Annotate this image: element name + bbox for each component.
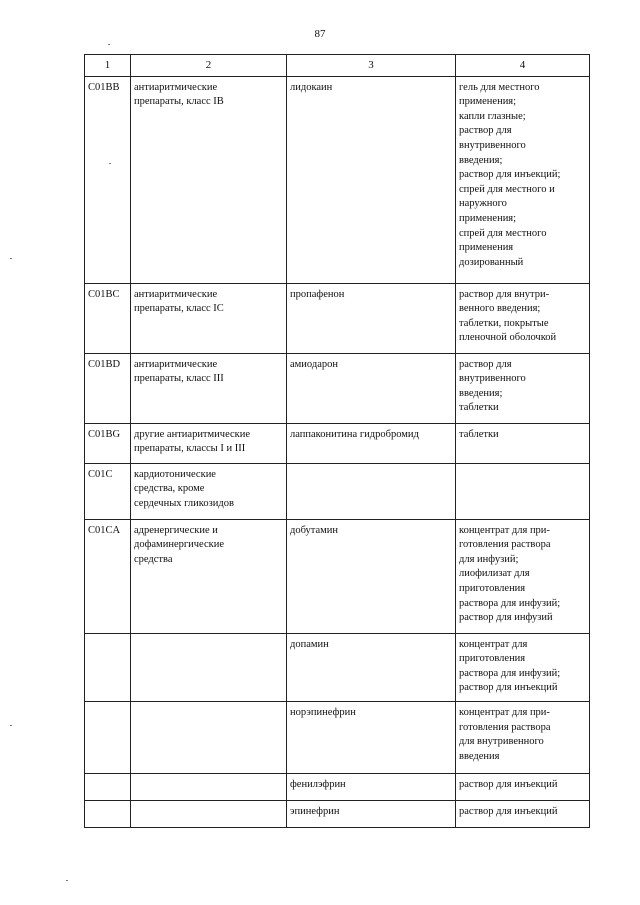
- atc-code-cell: [85, 773, 131, 800]
- atc-code-cell: C01C: [85, 463, 131, 519]
- drug-cell: эпинефрин: [287, 800, 456, 827]
- drug-cell: пропафенон: [287, 283, 456, 353]
- table-header-row: [85, 55, 590, 77]
- table-row: [85, 701, 590, 773]
- column-header: 3: [287, 55, 456, 77]
- atc-code-cell: [85, 701, 131, 773]
- group-cell: антиаритмические препараты, класс IC: [131, 283, 287, 353]
- column-header: 4: [456, 55, 590, 77]
- atc-code-cell: [85, 800, 131, 827]
- group-cell: антиаритмические препараты, класс IB: [131, 76, 287, 283]
- dosage-forms-cell: концентрат для при- готовления раствора для внутривенного введения: [456, 701, 590, 773]
- dosage-forms-cell: [456, 463, 590, 519]
- table-row: [85, 519, 590, 633]
- dosage-forms-cell: концентрат для при- готовления раствора для инфузий; лиофилизат для приготовления раствора для инфузий; раствор для инфузий: [456, 519, 590, 633]
- group-cell: [131, 701, 287, 773]
- group-cell: адренергические и дофаминергические средства: [131, 519, 287, 633]
- scan-speck: [108, 44, 110, 45]
- dosage-forms-cell: гель для местного применения; капли глазные; раствор для внутривенного введения; раствор для инъекций; спрей для местного и наружного применения; спрей для местного применения дозированный: [456, 76, 590, 283]
- group-cell: [131, 773, 287, 800]
- drug-cell: допамин: [287, 633, 456, 701]
- dosage-forms-cell: раствор для внутривенного введения; таблетки: [456, 353, 590, 423]
- group-cell: антиаритмические препараты, класс III: [131, 353, 287, 423]
- atc-code-cell: C01BG: [85, 423, 131, 463]
- scan-speck: [10, 725, 12, 726]
- drug-registry-table: [84, 54, 590, 828]
- atc-code-cell: C01BD: [85, 353, 131, 423]
- group-cell: другие антиаритмические препараты, классы I и III: [131, 423, 287, 463]
- column-header: 1: [85, 55, 131, 77]
- atc-code-cell: C01BB: [85, 76, 131, 283]
- atc-code-cell: C01BC: [85, 283, 131, 353]
- dosage-forms-cell: таблетки: [456, 423, 590, 463]
- drug-cell: амиодарон: [287, 353, 456, 423]
- dosage-forms-cell: раствор для внутри- венного введения; таблетки, покрытые пленочной оболочкой: [456, 283, 590, 353]
- scan-speck: [10, 258, 12, 259]
- scan-speck: [66, 880, 68, 881]
- group-cell: кардиотонические средства, кроме сердечных гликозидов: [131, 463, 287, 519]
- drug-cell: лидокаин: [287, 76, 456, 283]
- drug-cell: фенилэфрин: [287, 773, 456, 800]
- atc-code-cell: C01CA: [85, 519, 131, 633]
- drug-cell: добутамин: [287, 519, 456, 633]
- group-cell: [131, 800, 287, 827]
- page-number: 87: [314, 28, 326, 40]
- drug-cell: [287, 463, 456, 519]
- table-row: [85, 463, 590, 519]
- column-header: 2: [131, 55, 287, 77]
- dosage-forms-cell: концентрат для приготовления раствора для инфузий; раствор для инъекций: [456, 633, 590, 701]
- table-row: [85, 76, 590, 283]
- table-row: [85, 800, 590, 827]
- dosage-forms-cell: раствор для инъекций: [456, 800, 590, 827]
- drug-cell: лаппаконитина гидробромид: [287, 423, 456, 463]
- dosage-forms-cell: раствор для инъекций: [456, 773, 590, 800]
- table-row: [85, 773, 590, 800]
- atc-code-cell: [85, 633, 131, 701]
- table-row: [85, 283, 590, 353]
- drug-cell: норэпинефрин: [287, 701, 456, 773]
- group-cell: [131, 633, 287, 701]
- table-row: [85, 423, 590, 463]
- table-row: [85, 633, 590, 701]
- table-row: [85, 353, 590, 423]
- scan-speck: [109, 163, 111, 164]
